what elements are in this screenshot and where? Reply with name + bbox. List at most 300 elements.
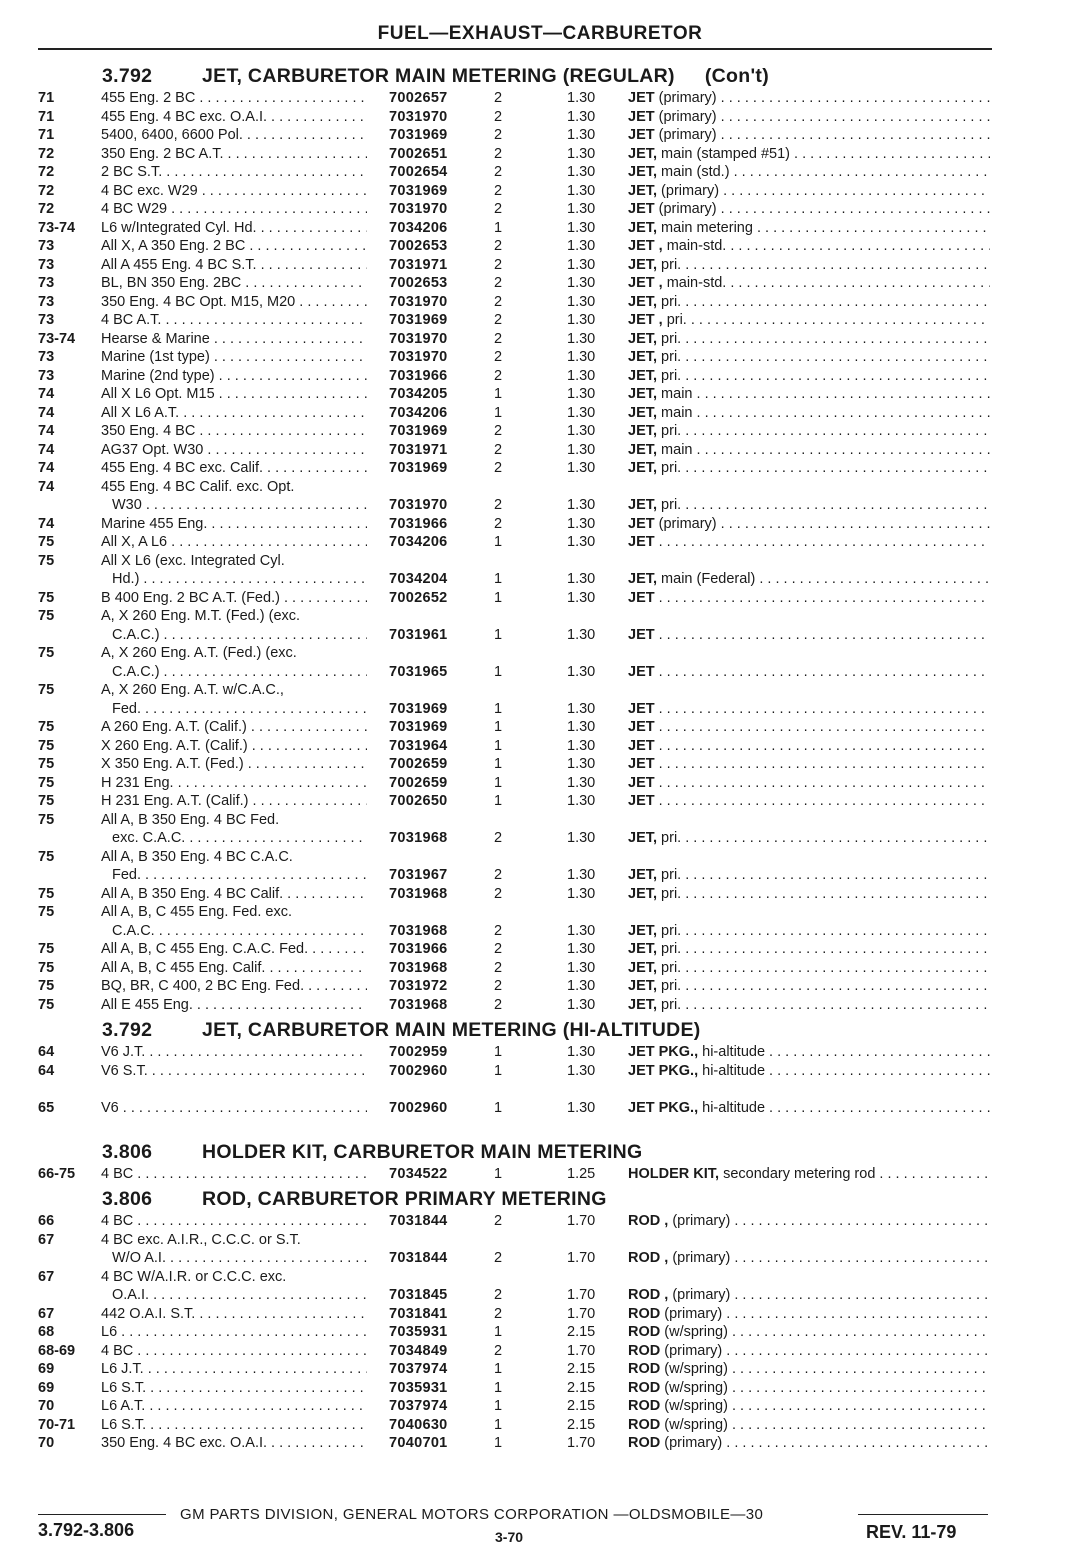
- part-number: 7040630: [389, 1416, 448, 1433]
- row-description: H 231 Eng. . . .: [101, 774, 367, 793]
- row-year: 73: [38, 349, 55, 365]
- part-number: 7031970: [389, 293, 448, 310]
- part-name-bold: JET: [628, 756, 655, 772]
- part-detail: (primary) . . .: [659, 90, 990, 106]
- part-number: 7031970: [389, 497, 448, 513]
- part-number: 7031972: [389, 978, 448, 994]
- row-year: 75: [38, 885, 55, 902]
- section-title: [202, 65, 769, 88]
- labor-hours: 1.30: [567, 867, 596, 883]
- labor-hours: 1.30: [567, 534, 596, 550]
- labor-hours: 1.30: [567, 626, 596, 643]
- quantity: 1: [494, 774, 503, 791]
- labor-hours: 1.30: [567, 386, 596, 402]
- part-number: 7002652: [389, 589, 448, 606]
- footer-corporation: GM PARTS DIVISION, GENERAL MOTORS CORPORATION —OLDSMOBILE—30: [180, 1506, 764, 1523]
- row-description: Marine 455 Eng. . . .: [101, 515, 367, 534]
- part-row: [0, 1043, 1080, 1062]
- row-description-continued: O.A.I. . . .: [112, 1286, 367, 1305]
- row-description: All A, B, C 455 Eng. Fed. exc.: [101, 904, 293, 920]
- row-description: 4 BC . . .: [101, 1342, 367, 1361]
- footer-section-code: 3.792-3.806: [38, 1520, 135, 1540]
- labor-hours: 1.30: [567, 663, 596, 680]
- part-name-bold: JET,: [628, 959, 658, 976]
- part-name-bold: JET ,: [628, 238, 663, 254]
- labor-hours: 1.70: [567, 1435, 596, 1451]
- part-name-bold: ROD ,: [628, 1287, 669, 1303]
- part-number: 7031970: [389, 108, 448, 125]
- quantity: 1: [494, 626, 503, 643]
- part-row: [0, 163, 1080, 182]
- part-name: [628, 163, 990, 182]
- row-description: 350 Eng. 4 BC exc. O.A.I. . . .: [101, 1434, 367, 1453]
- row-year: 64: [38, 1044, 55, 1060]
- part-name-bold: JET,: [628, 386, 658, 402]
- part-name: [628, 441, 990, 460]
- part-row: [0, 1360, 1080, 1379]
- part-name-bold: JET,: [628, 182, 658, 199]
- part-detail: (primary) . . .: [659, 109, 990, 125]
- quantity: 2: [494, 515, 503, 532]
- quantity: 2: [494, 959, 503, 976]
- row-description: 455 Eng. 4 BC Calif. exc. Opt.: [101, 478, 295, 495]
- row-year: 75: [38, 589, 55, 606]
- part-name: [628, 515, 990, 534]
- part-row: [0, 866, 1080, 885]
- section-title-text: JET, CARBURETOR MAIN METERING (REGULAR): [202, 65, 675, 87]
- part-name: [628, 1099, 990, 1118]
- part-detail: main metering . . .: [661, 220, 990, 236]
- part-row: [0, 940, 1080, 959]
- part-row: [0, 182, 1080, 201]
- row-year: 72: [38, 201, 55, 217]
- quantity: 1: [494, 1435, 503, 1451]
- part-name-bold: JET: [628, 201, 655, 217]
- row-description: 4 BC exc. W29 . . .: [101, 182, 367, 201]
- part-number: 7002651: [389, 145, 448, 162]
- row-year: 75: [38, 996, 55, 1013]
- quantity: 1: [494, 219, 503, 236]
- part-row: [0, 792, 1080, 811]
- part-name-bold: ROD: [628, 1324, 661, 1340]
- part-name: [628, 1323, 990, 1342]
- quantity: 1: [494, 404, 503, 421]
- part-name: [628, 330, 990, 349]
- row-year: 75: [38, 811, 55, 828]
- row-description-continued: C.A.C.) . . .: [112, 626, 367, 645]
- part-name-bold: JET PKG.,: [628, 1099, 699, 1116]
- part-name: [628, 1342, 990, 1361]
- part-row-first-line: [0, 607, 1080, 626]
- part-name-bold: JET,: [628, 978, 658, 994]
- part-number: 7031968: [389, 996, 448, 1013]
- quantity: 1: [494, 1361, 503, 1377]
- row-description: BQ, BR, C 400, 2 BC Eng. Fed. . . .: [101, 977, 367, 996]
- labor-hours: 1.30: [567, 367, 596, 384]
- labor-hours: 1.30: [567, 127, 596, 143]
- part-number: 7034849: [389, 1342, 448, 1359]
- row-description: V6 . . .: [101, 1099, 367, 1118]
- part-number: 7031969: [389, 423, 448, 439]
- row-year: 73: [38, 275, 55, 291]
- page-header: [0, 20, 1080, 50]
- part-name: [628, 1397, 990, 1416]
- row-year: 75: [38, 793, 55, 809]
- part-detail: (w/spring) . . .: [664, 1398, 990, 1414]
- labor-hours: 1.30: [567, 330, 596, 347]
- row-year: 75: [38, 608, 55, 624]
- footer-page-number: 3-70: [495, 1529, 524, 1545]
- part-name: [628, 1416, 990, 1435]
- part-detail: [659, 590, 990, 606]
- part-detail: (primary) . . .: [664, 1343, 990, 1359]
- quantity: 1: [494, 663, 503, 680]
- part-detail: (w/spring) . . .: [664, 1361, 990, 1377]
- row-description: A, X 260 Eng. M.T. (Fed.) (exc.: [101, 608, 301, 624]
- row-description: 4 BC W/A.I.R. or C.C.C. exc.: [101, 1268, 287, 1285]
- labor-hours: 1.30: [567, 1044, 596, 1060]
- part-name: [628, 404, 990, 423]
- part-row: [0, 1305, 1080, 1324]
- row-description: 2 BC S.T. . . .: [101, 163, 367, 182]
- part-detail: pri. . . .: [661, 460, 990, 476]
- labor-hours: 1.30: [567, 1062, 596, 1079]
- part-name-bold: JET: [628, 663, 655, 680]
- part-row: [0, 1379, 1080, 1398]
- part-row-first-line: [0, 811, 1080, 830]
- quantity: 2: [494, 256, 503, 273]
- part-row: [0, 367, 1080, 386]
- part-number: 7031969: [389, 719, 448, 735]
- part-number: 7031969: [389, 312, 448, 328]
- part-row: [0, 1249, 1080, 1268]
- section-continued-label: (Con't): [704, 65, 769, 87]
- quantity: 2: [494, 90, 503, 106]
- part-name-bold: ROD: [628, 1379, 661, 1396]
- part-number: 7002653: [389, 238, 448, 254]
- part-name-bold: JET,: [628, 293, 658, 310]
- part-detail: hi-altitude . . .: [702, 1063, 990, 1079]
- row-description: L6 S.T. . . .: [101, 1379, 367, 1398]
- part-name: [628, 533, 990, 552]
- part-number: 7002653: [389, 275, 448, 291]
- section-title-text: JET, CARBURETOR MAIN METERING (HI-ALTITUDE): [202, 1019, 701, 1041]
- quantity: 1: [494, 793, 503, 809]
- part-name-bold: JET ,: [628, 312, 663, 328]
- part-row: [0, 1434, 1080, 1453]
- labor-hours: 1.30: [567, 959, 596, 976]
- part-detail: pri. . . .: [661, 941, 990, 957]
- labor-hours: 1.70: [567, 1305, 596, 1322]
- row-year: 75: [38, 719, 55, 735]
- part-number: 7031964: [389, 737, 448, 754]
- part-detail: (primary) . . .: [659, 201, 990, 217]
- part-number: 7031970: [389, 349, 448, 365]
- part-detail: pri. . . .: [661, 349, 990, 365]
- part-name-bold: JET ,: [628, 275, 663, 291]
- row-description: 455 Eng. 4 BC exc. O.A.I. . . .: [101, 108, 367, 127]
- labor-hours: 1.30: [567, 774, 596, 791]
- row-year: 71: [38, 108, 55, 125]
- labor-hours: 1.70: [567, 1250, 596, 1266]
- quantity: 2: [494, 441, 503, 458]
- part-name: [628, 459, 990, 478]
- part-number: 7031971: [389, 441, 448, 458]
- labor-hours: 1.30: [567, 571, 596, 587]
- row-year: 71: [38, 90, 55, 106]
- part-name: [628, 200, 990, 219]
- part-name: [628, 1305, 990, 1324]
- row-year: 75: [38, 941, 55, 957]
- part-number: 7034205: [389, 386, 448, 402]
- part-name: [628, 700, 990, 719]
- part-row: [0, 922, 1080, 941]
- part-detail: main . . .: [661, 386, 990, 402]
- part-name: [628, 792, 990, 811]
- row-year: 75: [38, 959, 55, 976]
- part-name: [628, 663, 990, 682]
- part-name-bold: JET,: [628, 441, 658, 458]
- part-number: 7002659: [389, 774, 448, 791]
- part-name-bold: JET PKG.,: [628, 1044, 699, 1060]
- part-row: [0, 496, 1080, 515]
- part-number: 7034522: [389, 1165, 448, 1182]
- labor-hours: 1.30: [567, 441, 596, 458]
- part-detail: pri. . . .: [661, 368, 990, 384]
- part-number: 7031968: [389, 885, 448, 902]
- part-name: [628, 219, 990, 238]
- labor-hours: 1.30: [567, 219, 596, 236]
- quantity: 1: [494, 534, 503, 550]
- row-description: Marine (1st type) . . .: [101, 348, 367, 367]
- part-detail: (primary) . . .: [672, 1250, 990, 1266]
- part-row: [0, 385, 1080, 404]
- part-detail: [659, 793, 990, 809]
- row-year: 73: [38, 293, 55, 310]
- row-description: V6 J.T. . . .: [101, 1043, 367, 1062]
- row-description: 4 BC exc. A.I.R., C.C.C. or S.T.: [101, 1231, 301, 1248]
- row-year: 75: [38, 737, 55, 754]
- labor-hours: 2.15: [567, 1324, 596, 1340]
- labor-hours: 1.30: [567, 1099, 596, 1116]
- part-name-bold: ROD: [628, 1305, 661, 1322]
- part-name-bold: JET,: [628, 330, 658, 347]
- quantity: 1: [494, 756, 503, 772]
- labor-hours: 1.30: [567, 312, 596, 328]
- part-number: 7002960: [389, 1099, 448, 1116]
- part-row: [0, 626, 1080, 645]
- part-row: [0, 737, 1080, 756]
- row-description: 350 Eng. 4 BC Opt. M15, M20 . . .: [101, 293, 367, 312]
- part-name-bold: JET: [628, 626, 655, 643]
- row-year: 73: [38, 256, 55, 273]
- part-detail: (primary) . . .: [672, 1213, 990, 1229]
- part-detail: pri. . . .: [661, 423, 990, 439]
- part-name: [628, 145, 990, 164]
- row-description: All X, A 350 Eng. 2 BC . . .: [101, 237, 367, 256]
- row-year: 73-74: [38, 330, 76, 347]
- labor-hours: 1.30: [567, 164, 596, 180]
- part-detail: main . . .: [661, 405, 990, 421]
- part-row: [0, 515, 1080, 534]
- part-number: 7031969: [389, 127, 448, 143]
- part-row: [0, 459, 1080, 478]
- row-description: 4 BC . . .: [101, 1165, 367, 1184]
- row-description: A, X 260 Eng. A.T. w/C.A.C.,: [101, 682, 284, 698]
- part-number: 7040701: [389, 1435, 448, 1451]
- part-row: [0, 829, 1080, 848]
- part-detail: main-std. . . .: [667, 238, 990, 254]
- labor-hours: 1.30: [567, 922, 596, 939]
- part-name-bold: JET: [628, 700, 655, 717]
- part-name: [628, 866, 990, 885]
- row-description-continued: Hd.) . . .: [112, 570, 367, 589]
- quantity: 2: [494, 238, 503, 254]
- row-year: 75: [38, 645, 55, 661]
- row-description: Hearse & Marine . . .: [101, 330, 367, 349]
- row-description: All A, B, C 455 Eng. Calif. . . .: [101, 959, 367, 978]
- part-number: 7002657: [389, 90, 448, 106]
- part-row: [0, 237, 1080, 256]
- part-name-bold: JET: [628, 127, 655, 143]
- row-spacer: [0, 1080, 1080, 1099]
- part-name: [628, 1286, 990, 1305]
- row-year: 68: [38, 1324, 55, 1340]
- part-name: [628, 996, 990, 1015]
- row-year: 74: [38, 515, 55, 532]
- section-title-text: ROD, CARBURETOR PRIMARY METERING: [202, 1188, 607, 1210]
- section-title: [202, 1188, 607, 1211]
- row-year: 75: [38, 904, 55, 920]
- part-detail: main (std.) . . .: [661, 164, 990, 180]
- row-year: 68-69: [38, 1342, 76, 1359]
- row-description: A, X 260 Eng. A.T. (Fed.) (exc.: [101, 645, 297, 661]
- part-number: 7031968: [389, 922, 448, 939]
- row-description: 4 BC A.T. . . .: [101, 311, 367, 330]
- part-name-bold: ROD ,: [628, 1213, 669, 1229]
- row-description: 4 BC . . .: [101, 1212, 367, 1231]
- part-row: [0, 774, 1080, 793]
- quantity: 1: [494, 1416, 503, 1433]
- quantity: 1: [494, 571, 503, 587]
- part-row-first-line: [0, 903, 1080, 922]
- part-detail: [659, 719, 990, 735]
- labor-hours: 1.70: [567, 1342, 596, 1359]
- labor-hours: 1.30: [567, 460, 596, 476]
- quantity: 2: [494, 293, 503, 310]
- part-number: 7037974: [389, 1361, 448, 1377]
- row-description: 350 Eng. 2 BC A.T. . . .: [101, 145, 367, 164]
- part-row: [0, 996, 1080, 1015]
- part-name: [628, 1434, 990, 1453]
- row-year: 75: [38, 848, 55, 865]
- row-year: 66-75: [38, 1165, 76, 1182]
- part-row: [0, 1286, 1080, 1305]
- row-year: 75: [38, 534, 55, 550]
- part-detail: main (stamped #51) . . .: [661, 146, 990, 162]
- part-name: [628, 737, 990, 756]
- row-year: 75: [38, 682, 55, 698]
- part-number: 7031969: [389, 460, 448, 476]
- row-description: 442 O.A.I. S.T. . . .: [101, 1305, 367, 1324]
- part-name-bold: JET,: [628, 922, 658, 939]
- page-footer: [0, 1500, 1080, 1561]
- part-name: [628, 348, 990, 367]
- part-detail: [659, 664, 990, 680]
- section-heading: [0, 1136, 1080, 1165]
- part-number: 7034206: [389, 534, 448, 550]
- part-name: [628, 1249, 990, 1268]
- quantity: 2: [494, 108, 503, 125]
- section-title: [202, 1019, 701, 1042]
- part-name-bold: JET: [628, 719, 655, 735]
- part-detail: [659, 701, 990, 717]
- part-number: 7035931: [389, 1324, 448, 1340]
- row-description: All A, B, C 455 Eng. C.A.C. Fed. . . .: [101, 940, 367, 959]
- row-description: All A 455 Eng. 4 BC S.T. . . .: [101, 256, 367, 275]
- labor-hours: 1.30: [567, 90, 596, 106]
- part-name: [628, 1360, 990, 1379]
- part-name: [628, 496, 990, 515]
- part-number: 7031968: [389, 830, 448, 846]
- part-name-bold: JET,: [628, 367, 658, 384]
- part-number: 7031961: [389, 626, 448, 643]
- part-name-bold: ROD: [628, 1435, 661, 1451]
- part-number: 7002650: [389, 793, 448, 809]
- quantity: 2: [494, 423, 503, 439]
- part-name-bold: ROD: [628, 1342, 661, 1359]
- section-heading: [0, 1183, 1080, 1212]
- row-description-continued: exc. C.A.C. . . .: [112, 829, 367, 848]
- quantity: 2: [494, 349, 503, 365]
- quantity: 1: [494, 1044, 503, 1060]
- row-description: All A, B 350 Eng. 4 BC Calif. . . .: [101, 885, 367, 904]
- part-row: [0, 1397, 1080, 1416]
- part-number: 7031971: [389, 256, 448, 273]
- part-detail: (w/spring) . . .: [664, 1324, 990, 1340]
- parts-catalog-list: [0, 60, 1080, 1453]
- part-detail: pri. . . .: [661, 997, 990, 1013]
- part-name: [628, 959, 990, 978]
- part-name: [628, 311, 990, 330]
- row-description-continued: W/O A.I. . . .: [112, 1249, 367, 1268]
- part-name-bold: JET,: [628, 219, 658, 236]
- row-year: 70: [38, 1398, 55, 1414]
- row-description: All E 455 Eng. . . .: [101, 996, 367, 1015]
- quantity: 2: [494, 978, 503, 994]
- part-detail: pri. . . .: [661, 331, 990, 347]
- quantity: 2: [494, 182, 503, 199]
- part-number: 7034206: [389, 404, 448, 421]
- part-detail: pri. . . .: [661, 867, 990, 883]
- row-year: 72: [38, 182, 55, 199]
- labor-hours: 1.30: [567, 349, 596, 365]
- part-name-bold: JET: [628, 589, 655, 606]
- quantity: 2: [494, 996, 503, 1013]
- row-year: 73: [38, 238, 55, 254]
- labor-hours: 1.30: [567, 700, 596, 717]
- labor-hours: 1.30: [567, 719, 596, 735]
- row-year: 74: [38, 460, 55, 476]
- page-title: FUEL—EXHAUST—CARBURETOR: [377, 23, 703, 44]
- part-row: [0, 570, 1080, 589]
- quantity: 2: [494, 830, 503, 846]
- quantity: 2: [494, 1213, 503, 1229]
- part-detail: pri. . . .: [661, 923, 990, 939]
- part-number: 7031966: [389, 515, 448, 532]
- labor-hours: 2.15: [567, 1361, 596, 1377]
- part-row: [0, 1165, 1080, 1184]
